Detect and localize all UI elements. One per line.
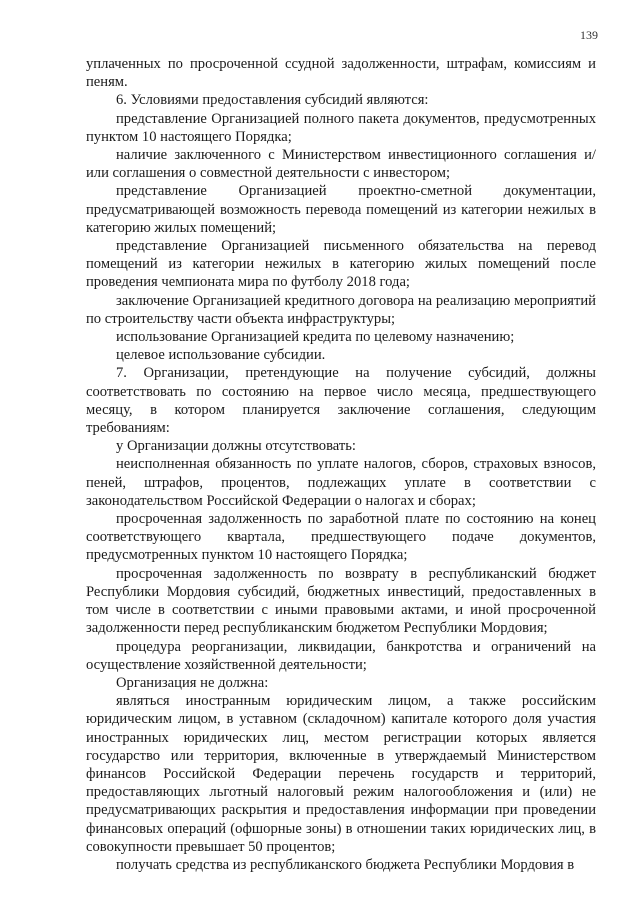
paragraph: представление Организацией проектно-сметной документации, предусматривающей возможность перевода помещений из категории нежилых в категорию жилых помещений; [86,183,596,236]
paragraph: целевое использование субсидии. [116,347,326,364]
paragraph: получать средства из республиканского бюджета Республики Мордовия в [116,856,575,873]
paragraph: процедура реорганизации, ликвидации, банкротства и ограничений на осуществление хозяйственной деятельности; [86,638,596,673]
document-body [86,55,596,874]
paragraph: просроченная задолженность по заработной плате по состоянию на конец соответствующего квартала, предшествующего подаче документов, предусмотренных пунктом 10 настоящего Порядка; [86,511,596,564]
paragraph: Организация не должна: [116,674,269,691]
page-number: 139 [580,28,598,42]
paragraph: просроченная задолженность по возврату в республиканский бюджет Республики Мордовия субсидий, бюджетных инвестиций, предоставленных в том числе в соответствии с иными правовыми актами, и иной просроченной задолженности перед республиканским бюджетом Республики Мордовия; [86,565,596,637]
paragraph: являться иностранным юридическим лицом, а также российским юридическим лицом, в уставном (складочном) капитале которого доля участия иностранных юридических лиц, местом регистрации которых является государство или территория, включенные в утверждаемый Министерством финансов Российской Федерации перечень государств и территорий, предоставляющих льготный налоговый режим налогообложения и (или) не предусматривающих раскрытия и предоставления информации при проведении финансовых операций (офшорные зоны) в отношении таких юридических лиц, в совокупности превышает 50 процентов; [86,693,596,855]
paragraph: неисполненная обязанность по уплате налогов, сборов, страховых взносов, пеней, штрафов, процентов, подлежащих уплате в соответствии с законодательством Российской Федерации о налогах и сборах; [86,456,596,509]
paragraph: у Организации должны отсутствовать: [116,438,356,455]
paragraph: представление Организацией письменного обязательства на перевод помещений из категории нежилых в категорию жилых помещений после проведения чемпионата мира по футболу 2018 года; [86,238,596,291]
paragraph-continuation: уплаченных по просроченной ссудной задолженности, штрафам, комиссиям и пеням. [86,56,596,91]
paragraph-clause-6: 6. Условиями предоставления субсидий являются: [116,92,429,109]
paragraph-clause-7: 7. Организации, претендующие на получение субсидий, должны соответствовать по состоянию на первое число месяца, предшествующего месяцу, в котором планируется заключение соглашения, следующим требованиям: [86,365,596,437]
paragraph: наличие заключенного с Министерством инвестиционного соглашения и/или соглашения о совместной деятельности с инвестором; [86,147,596,182]
paragraph: представление Организацией полного пакета документов, предусмотренных пунктом 10 настоящего Порядка; [86,110,596,145]
paragraph: использование Организацией кредита по целевому назначению; [116,329,515,346]
paragraph: заключение Организацией кредитного договора на реализацию мероприятий по строительству части объекта инфраструктуры; [86,292,596,327]
